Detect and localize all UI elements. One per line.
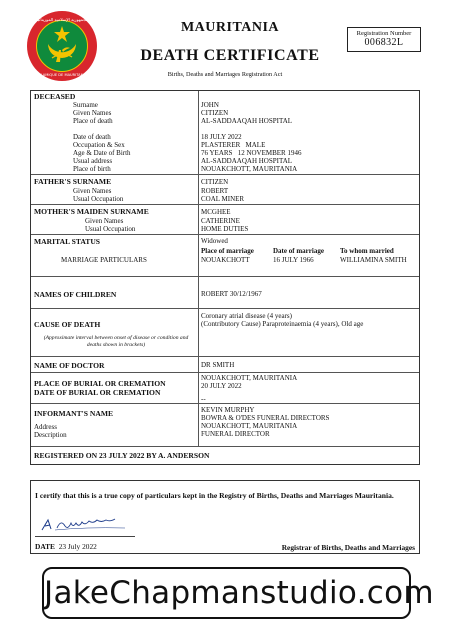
usual-address-label: Usual address [73,157,113,165]
burial-dash: -- [201,395,206,403]
mother-occupation-value: HOME DUTIES [201,225,249,233]
certification-text: I certify that this is a true copy of particulars kept in the Registry of Births, Deaths and Marriages Mauritania. [35,491,394,500]
marriage-particulars-label: MARRIAGE PARTICULARS [61,256,147,264]
mauritania-emblem-icon [26,10,98,82]
mother-surname-value: MCGHEE [201,208,231,216]
svg-text:الجمهورية الإسلامية الموريتاني: الجمهورية الإسلامية الموريتانية [35,17,89,22]
occupation-sex-value: PLASTERER MALE [201,141,266,149]
registration-act: Births, Deaths and Marriages Registration Act [167,71,283,78]
signature-icon [39,517,139,533]
father-occupation-value: COAL MINER [201,195,245,203]
cause-heading: CAUSE OF DEATH [34,320,101,329]
informant-address-value: NOUAKCHOTT, MAURITANIA [201,422,298,430]
mother-heading: MOTHER'S MAIDEN SURNAME [34,207,149,216]
signature-line [35,536,135,537]
country-heading: MAURITANIA [180,20,280,35]
given-names-value: CITIZEN [201,109,229,117]
children-heading: NAMES OF CHILDREN [34,290,117,299]
date-of-death-label: Date of death [73,133,111,141]
to-whom-married-header: To whom married [340,247,394,255]
date-of-marriage-header: Date of marriage [273,247,324,255]
document-title: DEATH CERTIFICATE [140,47,320,64]
doctor-value: DR SMITH [201,361,235,369]
marital-heading: MARITAL STATUS [34,237,101,246]
registered-line: REGISTERED ON 23 JULY 2022 BY A. ANDERSON [34,451,210,460]
certificate-table [30,90,420,465]
occupation-sex-label: Occupation & Sex [73,141,125,149]
column-divider [198,91,199,446]
age-dob-label: Age & Date of Birth [73,149,131,157]
burial-place-heading: PLACE OF BURIAL OR CREMATION [34,379,166,388]
date-of-marriage-value: 16 JULY 1966 [273,256,314,264]
row-divider [31,234,419,235]
date-of-death-value: 18 JULY 2022 [201,133,242,141]
place-of-birth-label: Place of birth [73,165,111,173]
row-divider [31,356,419,357]
registration-number-label: Registration Number [356,30,412,37]
informant-description-value: FUNERAL DIRECTOR [201,430,270,438]
marital-status-value: Widowed [201,237,228,245]
father-surname-value: CITIZEN [201,178,229,186]
cause-line-1: Coronary atrial disease (4 years) [201,312,292,320]
to-whom-married-value: WILLIAMINA SMITH [340,256,407,264]
informant-address-label: Address [34,423,57,431]
registration-number-box [347,27,421,52]
registration-number: 006832L [364,37,404,48]
surname-label: Surname [73,101,98,109]
date-value: 23 July 2022 [58,542,97,551]
row-divider [31,403,419,404]
date-label: DATE [35,542,55,551]
row-divider [31,276,419,277]
row-divider [31,372,419,373]
mother-occupation-label: Usual Occupation [85,225,136,233]
watermark-banner [42,567,434,619]
burial-date-heading: DATE OF BURIAL OR CREMATION [34,388,161,397]
mother-given-names-label: Given Names [85,217,124,225]
place-of-death-label: Place of death [73,117,113,125]
place-of-marriage-header: Place of marriage [201,247,254,255]
father-occupation-label: Usual Occupation [73,195,124,203]
svg-text:ISLAMIQUE DE MAURITANIE: ISLAMIQUE DE MAURITANIE [37,73,87,77]
doctor-heading: NAME OF DOCTOR [34,361,105,370]
mother-given-names-value: CATHERINE [201,217,240,225]
place-of-death-value: AL-SADDAAQAH HOSPITAL [201,117,293,125]
certification-date [35,542,97,551]
usual-address-value: AL-SADDAAQAH HOSPITAL [201,157,293,165]
row-divider [31,174,419,175]
watermark-text: JakeChapmanstudio.com [44,575,434,611]
father-given-names-label: Given Names [73,187,112,195]
row-divider [31,446,419,447]
informant-name-value: KEVIN MURPHY [201,406,255,414]
informant-org-value: BOWRA & O'DES FUNERAL DIRECTORS [201,414,330,422]
cause-line-2: (Contributory Cause) Paraproteinaemia (4 years), Old age [201,320,364,328]
surname-value: JOHN [201,101,219,109]
place-of-marriage-value: NOUAKCHOTT [201,256,250,264]
registrar-label: Registrar of Births, Deaths and Marriages [281,543,415,552]
informant-heading: INFORMANT'S NAME [34,409,114,418]
given-names-label: Given Names [73,109,112,117]
father-given-names-value: ROBERT [201,187,229,195]
age-dob-value: 76 YEARS 12 NOVEMBER 1946 [201,149,302,157]
father-heading: FATHER'S SURNAME [34,177,112,186]
informant-description-label: Description [34,431,67,439]
cause-note: (Approximate interval between onset of disease or condition and deaths shown in brackets) [43,335,189,348]
burial-place-value: NOUAKCHOTT, MAURITANIA [201,374,298,382]
deceased-heading: DECEASED [34,92,76,101]
certification-box [30,480,420,554]
children-value: ROBERT 30/12/1967 [201,290,262,298]
row-divider [31,308,419,309]
place-of-birth-value: NOUAKCHOTT, MAURITANIA [201,165,298,173]
row-divider [31,204,419,205]
burial-date-value: 20 JULY 2022 [201,382,242,390]
